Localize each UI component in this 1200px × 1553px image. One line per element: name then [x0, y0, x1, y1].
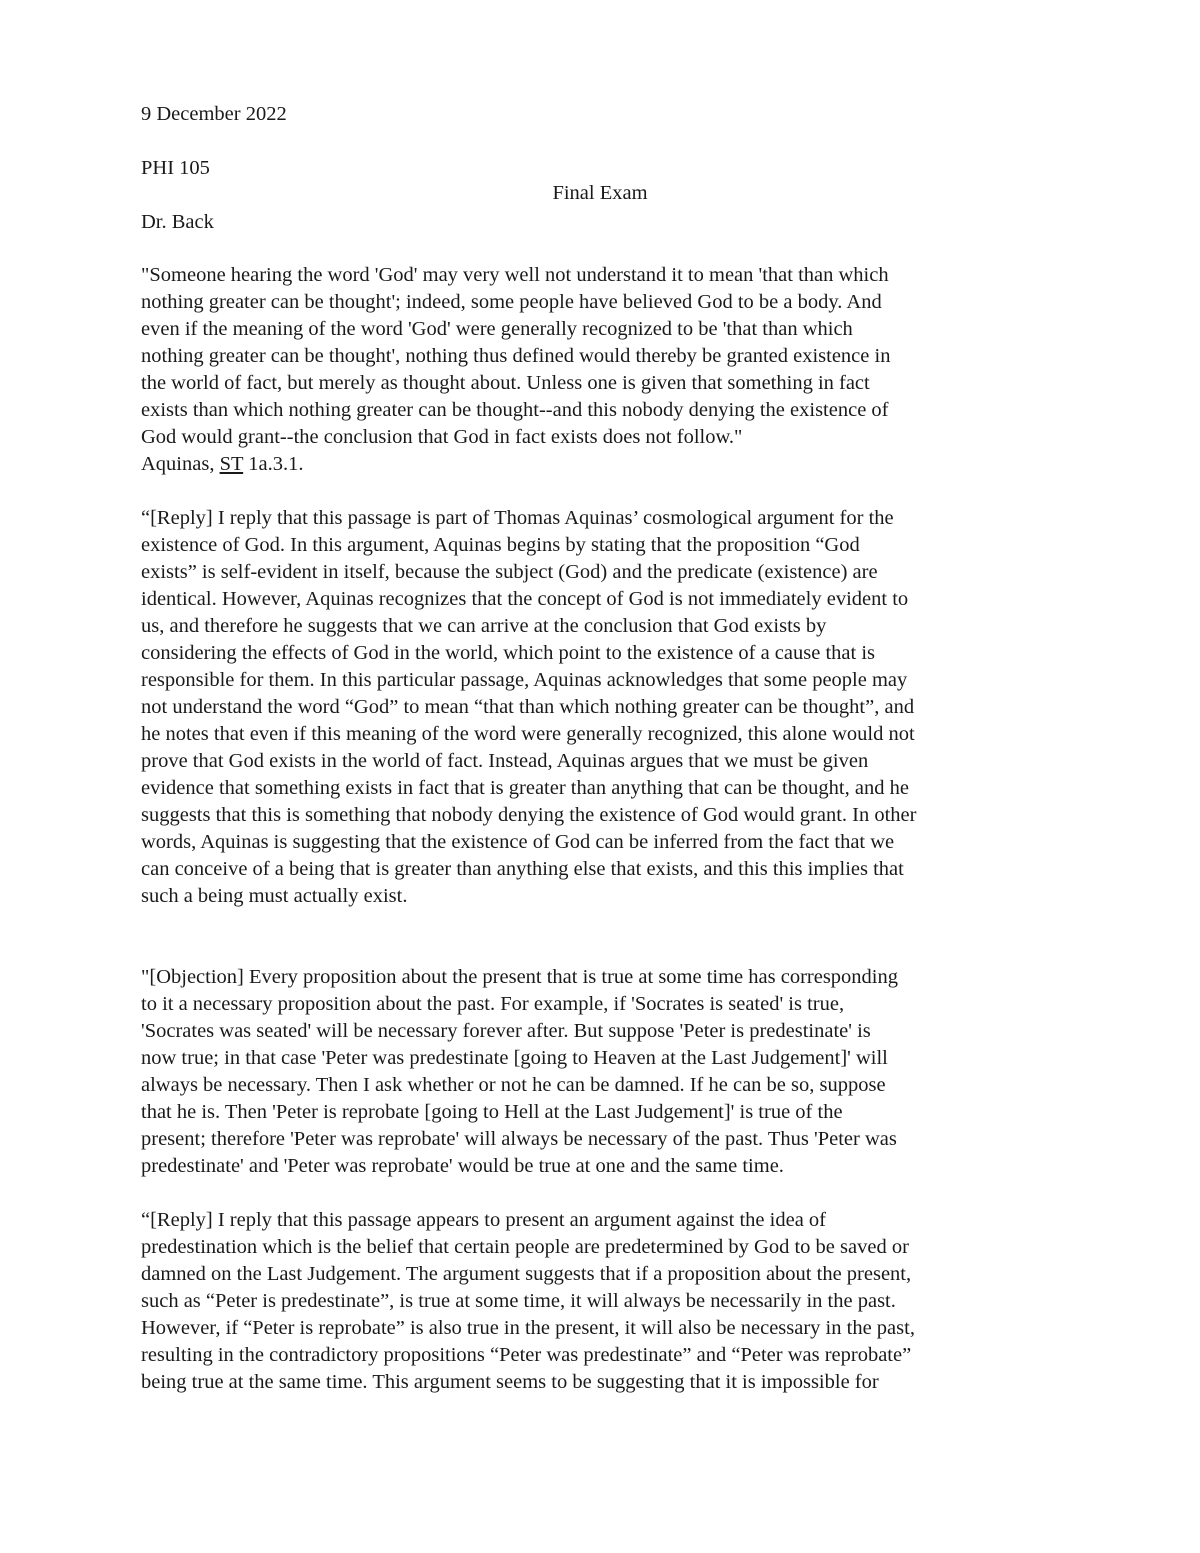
citation-ref: 1a.3.1.: [243, 453, 304, 475]
objection-paragraph: "[Objection] Every proposition about the present that is true at some time has corresponding to it a necessary proposition about the past. For example, if 'Socrates is seated' is true, 'Socrates was seated' will be necessary forever after. But suppose 'Peter is predestinate' is now true; in that case 'Peter was predestinate [going to Heaven at the Last Judgement]' will always be necessary. Then I ask whether or not he can be damned. If he can be so, suppose that he is. Then 'Peter is reprobate [going to Hell at the Last Judgement]' is true of the present; therefore 'Peter was reprobate' will always be necessary of the past. Thus 'Peter was predestinate' and 'Peter was reprobate' would be true at one and the same time.: [141, 966, 898, 1177]
header-block: [141, 74, 1071, 263]
reply-paragraph-2: “[Reply] I reply that this passage appears to present an argument against the idea of predestination which is the belief that certain people are predetermined by God to be saved or damned on the Last Judgement. The argument suggests that if a proposition about the present, such as “Peter is predestinate”, is true at some time, it will always be necessarily in the past. However, if “Peter is reprobate” is also true in the present, it will also be necessary in the past, resulting in the contradictory propositions “Peter was predestinate” and “Peter was reprobate” being true at the same time. This argument seems to be suggesting that it is impossible for: [141, 1209, 915, 1393]
quoted-passage-1: "Someone hearing the word 'God' may very well not understand it to mean 'that than which nothing greater can be thought'; indeed, some people have believed God to be a body. And even if the meaning of the word 'God' were generally recognized to be 'that than which nothing greater can be thought', nothing thus defined would thereby be granted existence in the world of fact, but merely as thought about. Unless one is given that something in fact exists than which nothing greater can be thought--and this nobody denying the existence of God would grant--the conclusion that God in fact exists does not follow.": [141, 264, 891, 448]
reply-paragraph-1: “[Reply] I reply that this passage is part of Thomas Aquinas’ cosmological argument for the existence of God. In this argument, Aquinas begins by stating that the proposition “God exists” is self-evident in itself, because the subject (God) and the predicate (existence) are identical. However, Aquinas recognizes that the concept of God is not immediately evident to us, and therefore he suggests that we can arrive at the conclusion that God exists by considering the effects of God in the world, which point to the existence of a cause that is responsible for them. In this particular passage, Aquinas acknowledges that some people may not understand the word “God” to mean “that than which nothing greater can be thought”, and he notes that even if this meaning of the word were generally recognized, this alone would not prove that God exists in the world of fact. Instead, Aquinas argues that we must be given evidence that something exists in fact that is greater than anything that can be thought, and he suggests that this is something that nobody denying the existence of God would grant. In other words, Aquinas is suggesting that the existence of God can be inferred from the fact that we can conceive of a being that is greater than anything else that exists, and this this implies that such a being must actually exist.: [141, 507, 917, 907]
citation-prefix: Aquinas,: [141, 453, 220, 475]
header-date: 9 December 2022: [141, 103, 287, 125]
header-course: PHI 105: [141, 157, 210, 179]
page-title: Final Exam: [552, 182, 648, 204]
citation-work: ST: [219, 453, 244, 475]
citation: [141, 451, 1071, 478]
header-instructor: Dr. Back: [141, 211, 214, 233]
